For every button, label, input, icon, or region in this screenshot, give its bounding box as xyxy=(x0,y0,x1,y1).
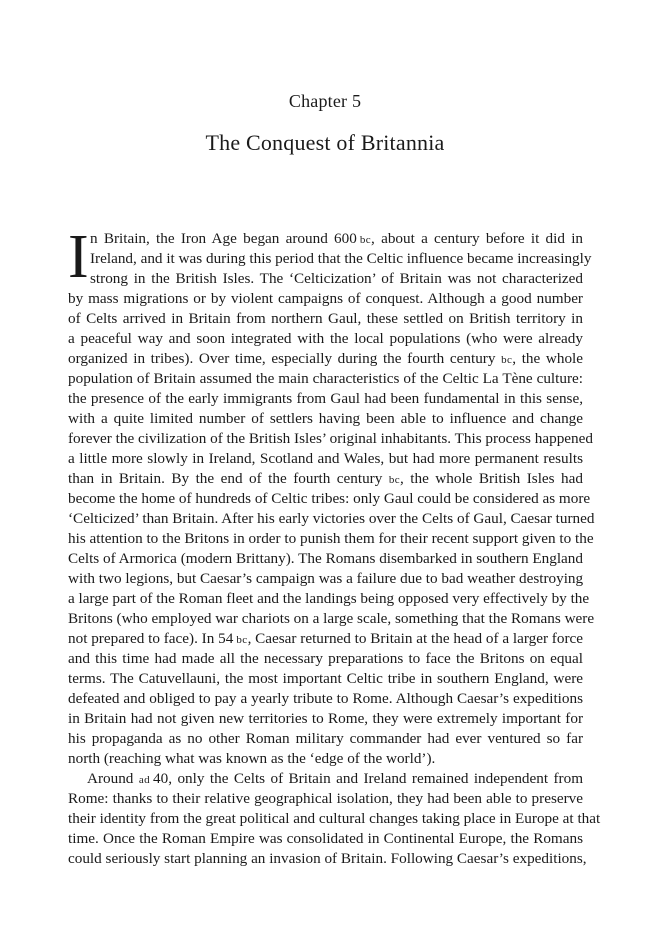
text-line: defeated and obliged to pay a yearly tribute to Rome. Although Caesar’s expeditions xyxy=(68,690,583,707)
text-line: Rome: thanks to their relative geographical isolation, they had been able to preserve xyxy=(68,790,583,807)
text-line: his propaganda as no other Roman military commander had ever ventured so far xyxy=(68,730,583,747)
text-line: ‘Celticized’ than Britain. After his early victories over the Celts of Gaul, Caesar turned xyxy=(68,510,595,527)
text-line: Celts of Armorica (modern Brittany). The Romans disembarked in southern England xyxy=(68,550,583,567)
text-line: terms. The Catuvellauni, the most important Celtic tribe in southern England, were xyxy=(68,670,583,687)
drop-cap: I xyxy=(68,223,89,291)
text-line: in Britain had not given new territories to Rome, they were extremely important for xyxy=(68,710,583,727)
text-line: the presence of the early immigrants from Gaul had been fundamental in this sense, xyxy=(68,390,583,407)
text-line: become the home of hundreds of Celtic tribes: only Gaul could be considered as more xyxy=(68,490,591,507)
text-line: organized in tribes). Over time, especially during the fourth century bc, the whole xyxy=(68,350,583,367)
text-line: their identity from the great political and cultural changes taking place in Europe at that xyxy=(68,810,601,827)
text-line: a little more slowly in Ireland, Scotland and Wales, but had more permanent results xyxy=(68,450,583,467)
text-line: with a quite limited number of settlers having been able to influence and change xyxy=(68,410,583,427)
text-line: than in Britain. By the end of the fourth century bc, the whole British Isles had xyxy=(68,470,583,487)
text-line: his attention to the Britons in order to punish them for their recent support given to the xyxy=(68,530,594,547)
text-line: a large part of the Roman fleet and the landings being opposed very effectively by the xyxy=(68,590,590,607)
chapter-number: Chapter 5 xyxy=(288,91,362,111)
text-line: population of Britain assumed the main characteristics of the Celtic La Tène culture: xyxy=(68,370,583,387)
text-line: Ireland, and it was during this period that the Celtic influence became increasingly xyxy=(90,250,592,267)
text-line: and this time had made all the necessary preparations to face the Britons on equal xyxy=(68,650,583,667)
text-line: Britons (who employed war chariots on a large scale, something that the Romans were xyxy=(68,610,595,627)
text-line: forever the civilization of the British Isles’ original inhabitants. This process happened xyxy=(68,430,593,447)
text-line: strong in the British Isles. The ‘Celticization’ of Britain was not characterized xyxy=(90,270,583,287)
text-line: with two legions, but Caesar’s campaign was a failure due to bad weather destroying xyxy=(68,570,584,587)
text-line: not prepared to face). In 54 bc, Caesar returned to Britain at the head of a larger force xyxy=(68,630,583,647)
chapter-title: The Conquest of Britannia xyxy=(205,130,445,155)
text-line: could seriously start planning an invasion of Britain. Following Caesar’s expeditions, xyxy=(68,850,587,867)
body-text xyxy=(68,229,601,869)
text-line: of Celts arrived in Britain from northern Gaul, these settled on British territory in xyxy=(68,310,583,327)
text-line: a peaceful way and soon integrated with the local populations (who were already xyxy=(68,330,583,347)
text-line: by mass migrations or by violent campaigns of conquest. Although a good number xyxy=(68,290,583,307)
text-line: Around ad 40, only the Celts of Britain and Ireland remained independent from xyxy=(87,770,584,787)
text-line: north (reaching what was known as the ‘edge of the world’). xyxy=(68,750,436,767)
text-line: time. Once the Roman Empire was consolidated in Continental Europe, the Romans xyxy=(68,830,583,847)
text-line: n Britain, the Iron Age began around 600 bc, about a century before it did in xyxy=(90,230,584,247)
